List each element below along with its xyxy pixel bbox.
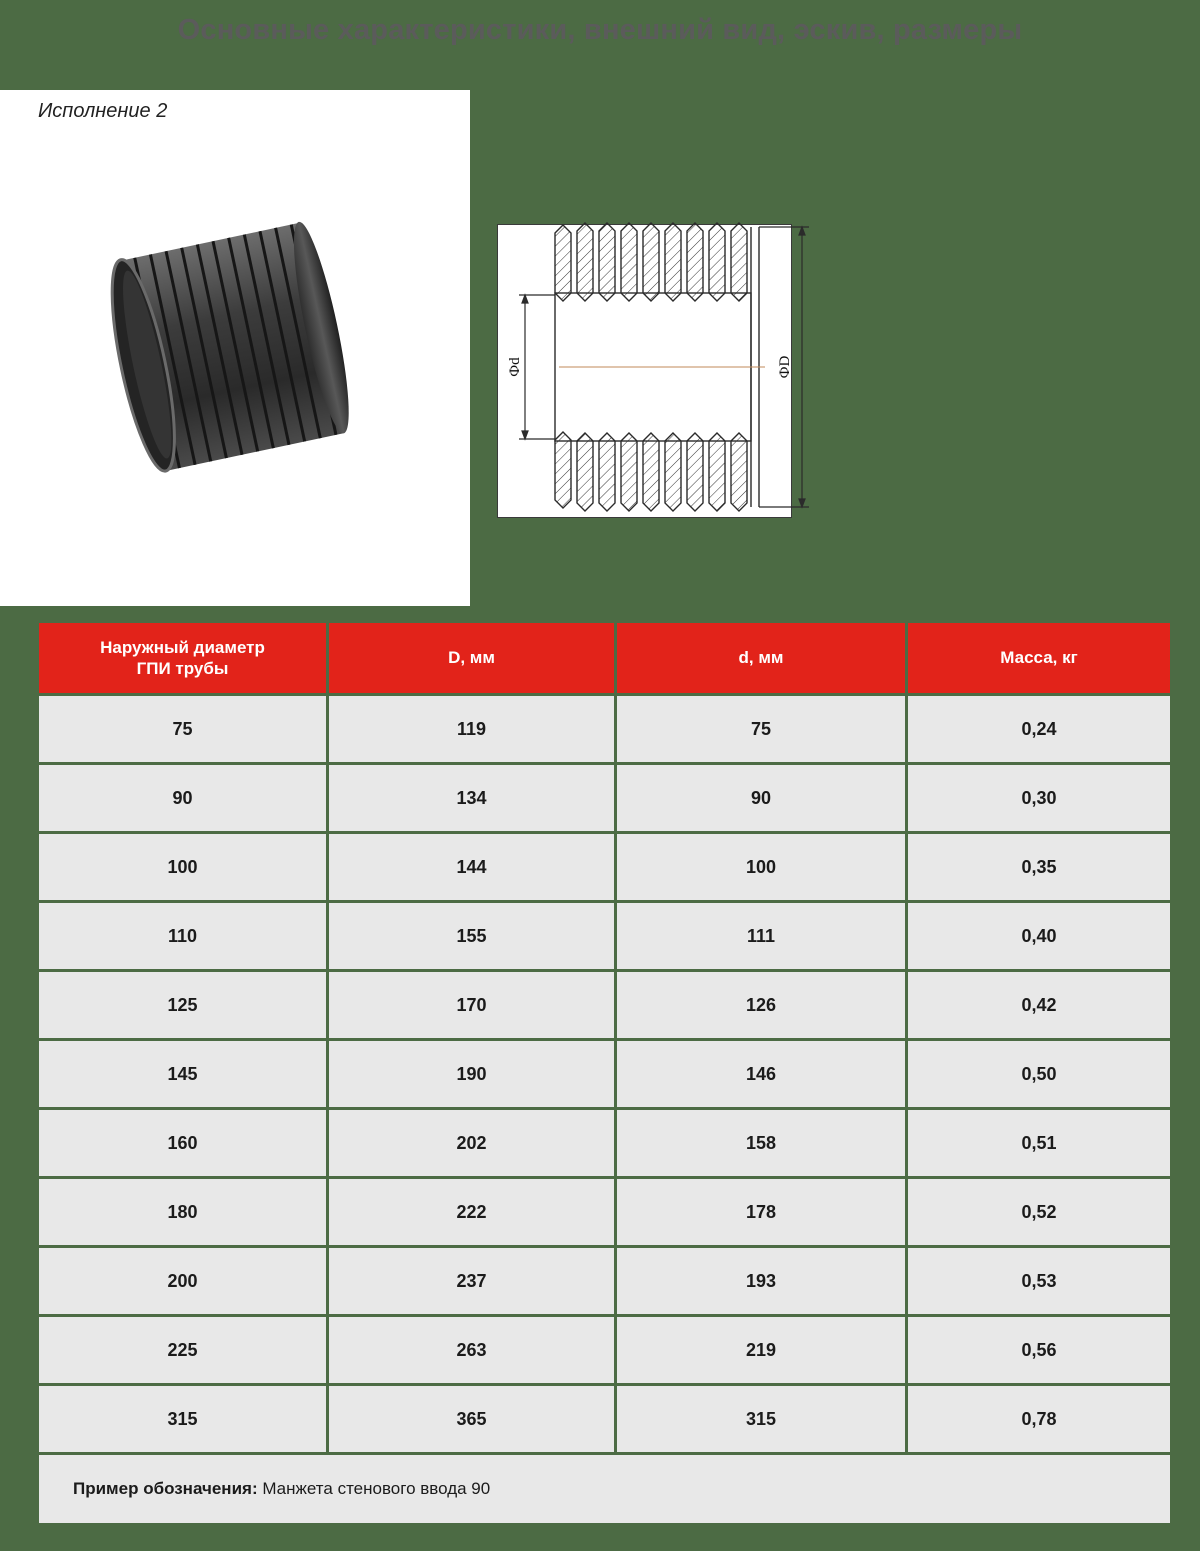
- column-header-d: d, мм: [617, 623, 905, 693]
- cell-d: 178: [617, 1179, 905, 1245]
- cell-D: 170: [329, 972, 614, 1038]
- cell-outer-diameter: 110: [39, 903, 326, 969]
- page-title: Основные характеристики, внешний вид, эскив, размеры: [177, 14, 1023, 46]
- cell-mass: 0,78: [908, 1386, 1170, 1452]
- cell-D: 365: [329, 1386, 614, 1452]
- cell-mass: 0,30: [908, 765, 1170, 831]
- cell-mass: 0,52: [908, 1179, 1170, 1245]
- column-header-line1: Наружный диаметр: [100, 637, 265, 657]
- cell-D: 119: [329, 696, 614, 762]
- cell-D: 222: [329, 1179, 614, 1245]
- cell-d: 90: [617, 765, 905, 831]
- cell-d: 219: [617, 1317, 905, 1383]
- column-header-mass: Масса, кг: [908, 623, 1170, 693]
- column-header-line2: ГПИ трубы: [136, 659, 229, 678]
- cell-d: 158: [617, 1110, 905, 1176]
- cell-D: 144: [329, 834, 614, 900]
- cell-d: 126: [617, 972, 905, 1038]
- sketch-inner-diameter-label: Фd: [507, 357, 523, 377]
- cell-outer-diameter: 145: [39, 1041, 326, 1107]
- table-row: [39, 1041, 1170, 1107]
- cell-D: 237: [329, 1248, 614, 1314]
- designation-example: [39, 1455, 1170, 1523]
- cell-D: 155: [329, 903, 614, 969]
- cell-mass: 0,40: [908, 903, 1170, 969]
- photo-caption: Исполнение 2: [38, 100, 168, 122]
- table-row: [39, 1248, 1170, 1314]
- table-row: [39, 1317, 1170, 1383]
- cell-d: 193: [617, 1248, 905, 1314]
- cell-mass: 0,56: [908, 1317, 1170, 1383]
- table-row: [39, 1386, 1170, 1452]
- product-photo-panel: [0, 90, 470, 606]
- specification-table: [36, 620, 1164, 1526]
- cell-d: 111: [617, 903, 905, 969]
- cell-outer-diameter: 180: [39, 1179, 326, 1245]
- cell-outer-diameter: 225: [39, 1317, 326, 1383]
- cell-d: 100: [617, 834, 905, 900]
- table-row: [39, 903, 1170, 969]
- cell-mass: 0,42: [908, 972, 1170, 1038]
- cell-mass: 0,51: [908, 1110, 1170, 1176]
- cell-outer-diameter: 125: [39, 972, 326, 1038]
- column-header-D: D, мм: [329, 623, 614, 693]
- table-row: [39, 1179, 1170, 1245]
- table-header-row: [39, 623, 1170, 693]
- cell-D: 263: [329, 1317, 614, 1383]
- cell-D: 134: [329, 765, 614, 831]
- table-row: [39, 972, 1170, 1038]
- column-header-outer-diameter: [39, 623, 326, 693]
- cell-d: 315: [617, 1386, 905, 1452]
- cell-mass: 0,50: [908, 1041, 1170, 1107]
- sketch-outer-diameter-label: ФD: [777, 355, 793, 379]
- cell-D: 190: [329, 1041, 614, 1107]
- pipe-coupling-photo-icon: [100, 205, 360, 495]
- table-footnote-row: [39, 1455, 1170, 1523]
- cell-outer-diameter: 100: [39, 834, 326, 900]
- cell-outer-diameter: 75: [39, 696, 326, 762]
- cell-D: 202: [329, 1110, 614, 1176]
- cross-section-drawing-icon: [497, 215, 837, 525]
- table-row: [39, 765, 1170, 831]
- cell-outer-diameter: 160: [39, 1110, 326, 1176]
- table-row: [39, 696, 1170, 762]
- cell-outer-diameter: 200: [39, 1248, 326, 1314]
- cell-d: 146: [617, 1041, 905, 1107]
- cell-outer-diameter: 90: [39, 765, 326, 831]
- cell-mass: 0,35: [908, 834, 1170, 900]
- table-row: [39, 1110, 1170, 1176]
- designation-example-value: Манжета стенового ввода 90: [257, 1479, 491, 1498]
- designation-example-label: Пример обозначения:: [73, 1479, 258, 1498]
- cell-d: 75: [617, 696, 905, 762]
- cell-mass: 0,24: [908, 696, 1170, 762]
- cell-outer-diameter: 315: [39, 1386, 326, 1452]
- table-row: [39, 834, 1170, 900]
- cell-mass: 0,53: [908, 1248, 1170, 1314]
